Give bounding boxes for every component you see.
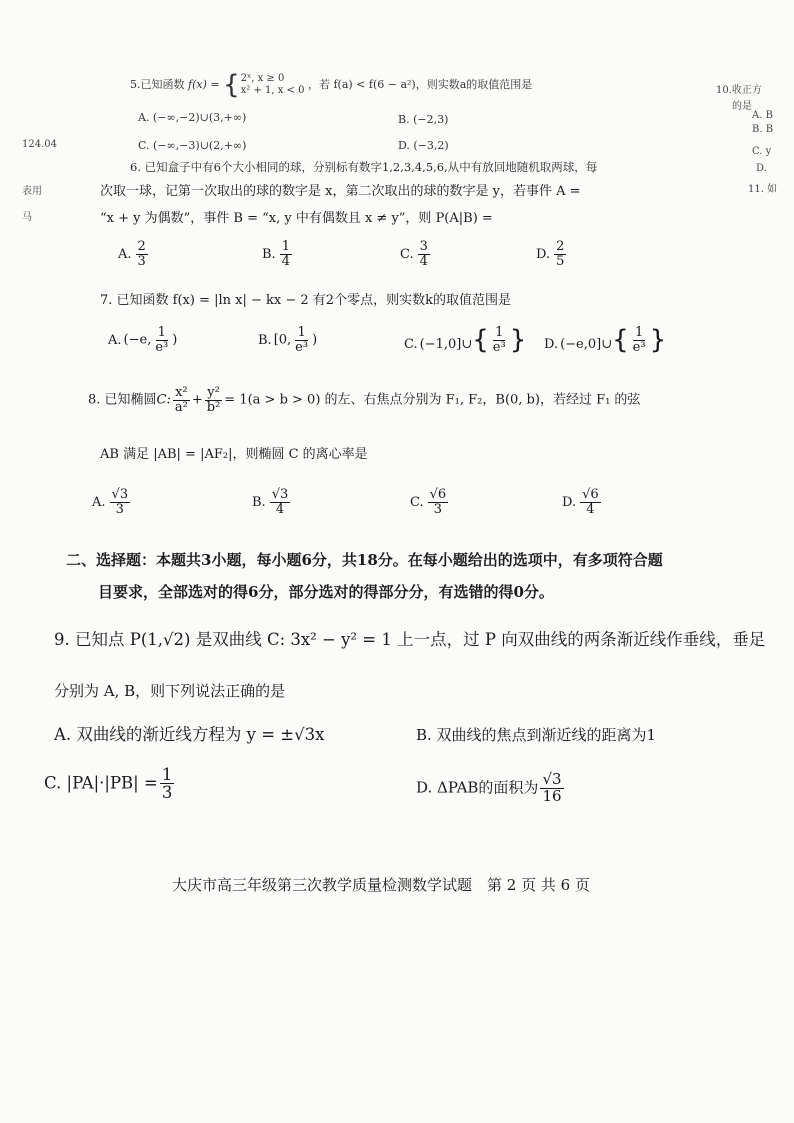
q6-option-d-num: 2: [556, 239, 565, 254]
q7-option-b-fraction: [293, 326, 310, 354]
q8-num-y: y²: [207, 385, 220, 400]
q7-option-d-fraction: [631, 326, 648, 354]
q7-stem: 7. 已知函数 f(x) = |ln x| − kx − 2 有2个零点，则实数k的取值范围是: [100, 293, 511, 308]
q9-option-c-pre: C. |PA|·|PB| =: [44, 773, 158, 793]
q6-option-d-fraction: [554, 240, 566, 268]
q9-option-d-pre: D. ΔPAB的面积为: [416, 778, 539, 797]
q9-option-c-fraction: [160, 766, 175, 802]
q8-option-a: [92, 488, 132, 516]
q7-option-a-pre: (−e,: [123, 332, 152, 348]
q7-option-a-den: e³: [155, 339, 169, 355]
q7-option-c-num: 1: [495, 325, 504, 340]
q5-option-d: D. (−3,2): [398, 139, 449, 152]
q7-option-d-set: [612, 326, 666, 354]
q5-case-2: x² + 1, x < 0: [240, 85, 305, 96]
q9-option-c: [44, 766, 176, 802]
q6-option-d-label: D.: [536, 246, 551, 262]
q6-option-b: [262, 240, 294, 268]
q5-option-c: C. (−∞,−3)∪(2,+∞): [138, 139, 247, 152]
q8-option-d: [562, 488, 603, 516]
q7-option-c-lbrace: {: [472, 325, 489, 356]
q9-option-d-den: 16: [542, 786, 562, 805]
q7-option-d-lbrace: {: [612, 325, 629, 356]
q6-line-3: “x + y 为偶数”，事件 B = “x, y 中有偶数且 x ≠ y”，则 P(A|B) =: [100, 211, 493, 226]
q9-option-d: [416, 772, 566, 805]
q9-option-a: A. 双曲线的渐近线方程为 y = ±√3x: [54, 725, 325, 744]
q9-line-2: 分别为 A, B，则下列说法正确的是: [54, 682, 286, 700]
q8-option-c-fraction: [428, 488, 449, 516]
q8-c: C:: [156, 392, 171, 408]
q6-line-2: 次取一球，记第一次取出的球的数字是 x，第二次取出的球的数字是 y，若事件 A =: [100, 184, 581, 199]
q8-line-2: AB 满足 |AB| = |AF₂|，则椭圆 C 的离心率是: [100, 447, 368, 462]
q6-option-c-fraction: [418, 240, 430, 268]
q5-prefix: 5.已知函数: [130, 78, 185, 91]
q6-option-c-den: 4: [419, 253, 428, 269]
q6-line-1: 6. 已知盒子中有6个大小相同的球，分别标有数字1,2,3,4,5,6,从中有放回地随机取两球，每: [130, 160, 598, 174]
q7-option-b: [258, 326, 317, 354]
q7-option-c-den: e³: [492, 339, 506, 355]
q5-option-b: B. (−2,3): [398, 113, 449, 126]
section-2-heading-line-1: 二、选择题：本题共3小题，每小题6分，共18分。在每小题给出的选项中，有多项符合题: [66, 551, 663, 569]
q7-option-d-label: D.: [544, 337, 559, 353]
q7-option-d: [544, 326, 666, 354]
margin-left-fragment-1: 124.04: [22, 139, 57, 150]
q7-option-c: [404, 326, 526, 354]
q7-option-c-fraction: [491, 326, 508, 354]
margin-right-fragment-6: D.: [756, 163, 767, 174]
q6-option-a-label: A.: [118, 246, 132, 262]
q9-option-c-num: 1: [161, 765, 173, 784]
q8-den-a: a²: [174, 399, 188, 415]
q8-option-b-fraction: [270, 488, 291, 516]
q8-post: = 1(a > b > 0) 的左、右焦点分别为 F₁, F₂，B(0, b)，若经过 F₁ 的弦: [224, 392, 641, 408]
margin-right-fragment-2: 的是: [732, 101, 752, 112]
q9-option-b: B. 双曲线的焦点到渐近线的距离为1: [416, 726, 657, 744]
q7-option-d-pre: (−e,0]∪: [560, 337, 613, 353]
q7-option-d-den: e³: [632, 339, 646, 355]
q7-option-b-post: ): [312, 332, 318, 348]
q7-option-b-pre: [0,: [273, 332, 292, 348]
q7-option-b-den: e³: [295, 339, 309, 355]
q8-prefix: 8. 已知椭圆: [88, 392, 157, 408]
q8-option-d-num: √6: [582, 487, 599, 502]
q5-brace: {: [223, 70, 240, 100]
q7-option-c-rbrace: }: [509, 325, 527, 356]
q8-frac-x: [173, 386, 190, 414]
q6-option-b-den: 4: [281, 253, 290, 269]
q9-option-d-num: √3: [542, 770, 562, 788]
q8-option-c-label: C.: [410, 494, 424, 510]
q7-option-a-label: A.: [108, 332, 122, 348]
q8-option-d-fraction: [580, 488, 601, 516]
q6-option-a: [118, 240, 150, 268]
margin-right-fragment-4: B. B: [752, 124, 774, 135]
q8-option-d-den: 4: [586, 501, 595, 517]
q7-option-a-post: ): [172, 332, 178, 348]
margin-right-fragment-5: C. y: [752, 146, 772, 157]
q6-option-d: [536, 240, 568, 268]
q8-option-a-den: 3: [115, 501, 124, 517]
q7-option-c-set: [472, 326, 526, 354]
q6-option-b-label: B.: [262, 246, 276, 262]
q8-option-a-label: A.: [92, 494, 106, 510]
q5-option-a: A. (−∞,−2)∪(3,+∞): [138, 111, 247, 124]
q6-option-d-den: 5: [556, 253, 565, 269]
q5-condition: ，若 f(a) < f(6 − a²)，则实数a的取值范围是: [307, 78, 533, 91]
page-footer: 大庆市高三年级第三次教学质量检测数学试题 第 2 页 共 6 页: [172, 876, 590, 894]
q8-option-a-num: √3: [111, 487, 129, 502]
q8-den-b: b²: [206, 399, 221, 415]
q8-option-c: [410, 488, 450, 516]
q7-option-c-pre: (−1,0]∪: [419, 337, 473, 353]
q8-option-c-den: 3: [433, 501, 443, 517]
q7-option-b-label: B.: [258, 332, 272, 348]
q8-frac-y: [205, 386, 223, 414]
q7-option-a-fraction: [153, 326, 170, 354]
q6-option-a-den: 3: [137, 253, 146, 269]
q7-option-b-num: 1: [297, 325, 306, 340]
q7-option-a-num: 1: [157, 325, 166, 340]
q8-option-b-label: B.: [252, 494, 266, 510]
q5-function: f(x) =: [188, 78, 220, 91]
q6-option-c: [400, 240, 432, 268]
margin-left-fragment-3: 马: [22, 212, 32, 223]
q8-option-a-fraction: [110, 488, 131, 516]
q6-option-a-fraction: [136, 240, 148, 268]
q6-option-c-label: C.: [400, 246, 414, 262]
q8-option-b-den: 4: [275, 501, 285, 517]
q6-option-a-num: 2: [137, 239, 146, 254]
margin-left-fragment-2: 表用: [22, 186, 42, 197]
q6-option-c-num: 3: [419, 239, 428, 254]
q8-line-1: [88, 386, 640, 414]
q5-case-1: 2ˣ, x ≥ 0: [240, 72, 285, 84]
margin-right-fragment-3: A. B: [752, 110, 773, 121]
q7-option-d-num: 1: [634, 325, 644, 340]
q8-option-c-num: √6: [429, 487, 447, 502]
q5-cases: [241, 73, 305, 98]
q8-num-x: x²: [175, 385, 188, 400]
margin-right-fragment-1: 10.收正方: [716, 85, 762, 96]
q6-option-b-num: 1: [281, 239, 290, 254]
q8-option-d-label: D.: [562, 494, 577, 510]
q8-plus: +: [191, 392, 203, 408]
section-2-heading-line-2: 目要求，全部选对的得6分，部分选对的得部分分，有选错的得0分。: [98, 583, 554, 601]
q6-option-b-fraction: [280, 240, 292, 268]
question-5-stem: [130, 72, 532, 98]
q9-line-1: 9. 已知点 P(1,√2) 是双曲线 C: 3x² − y² = 1 上一点，过 P 向双曲线的两条渐近线作垂线，垂足: [54, 630, 766, 649]
q9-option-c-den: 3: [161, 783, 173, 803]
q7-option-a: [108, 326, 177, 354]
margin-right-fragment-7: 11. 如: [748, 184, 778, 195]
q8-option-b-num: √3: [271, 487, 289, 502]
q7-option-c-label: C.: [404, 337, 418, 353]
q7-option-d-rbrace: }: [649, 325, 667, 356]
q9-option-d-fraction: [540, 772, 563, 805]
q8-option-b: [252, 488, 292, 516]
